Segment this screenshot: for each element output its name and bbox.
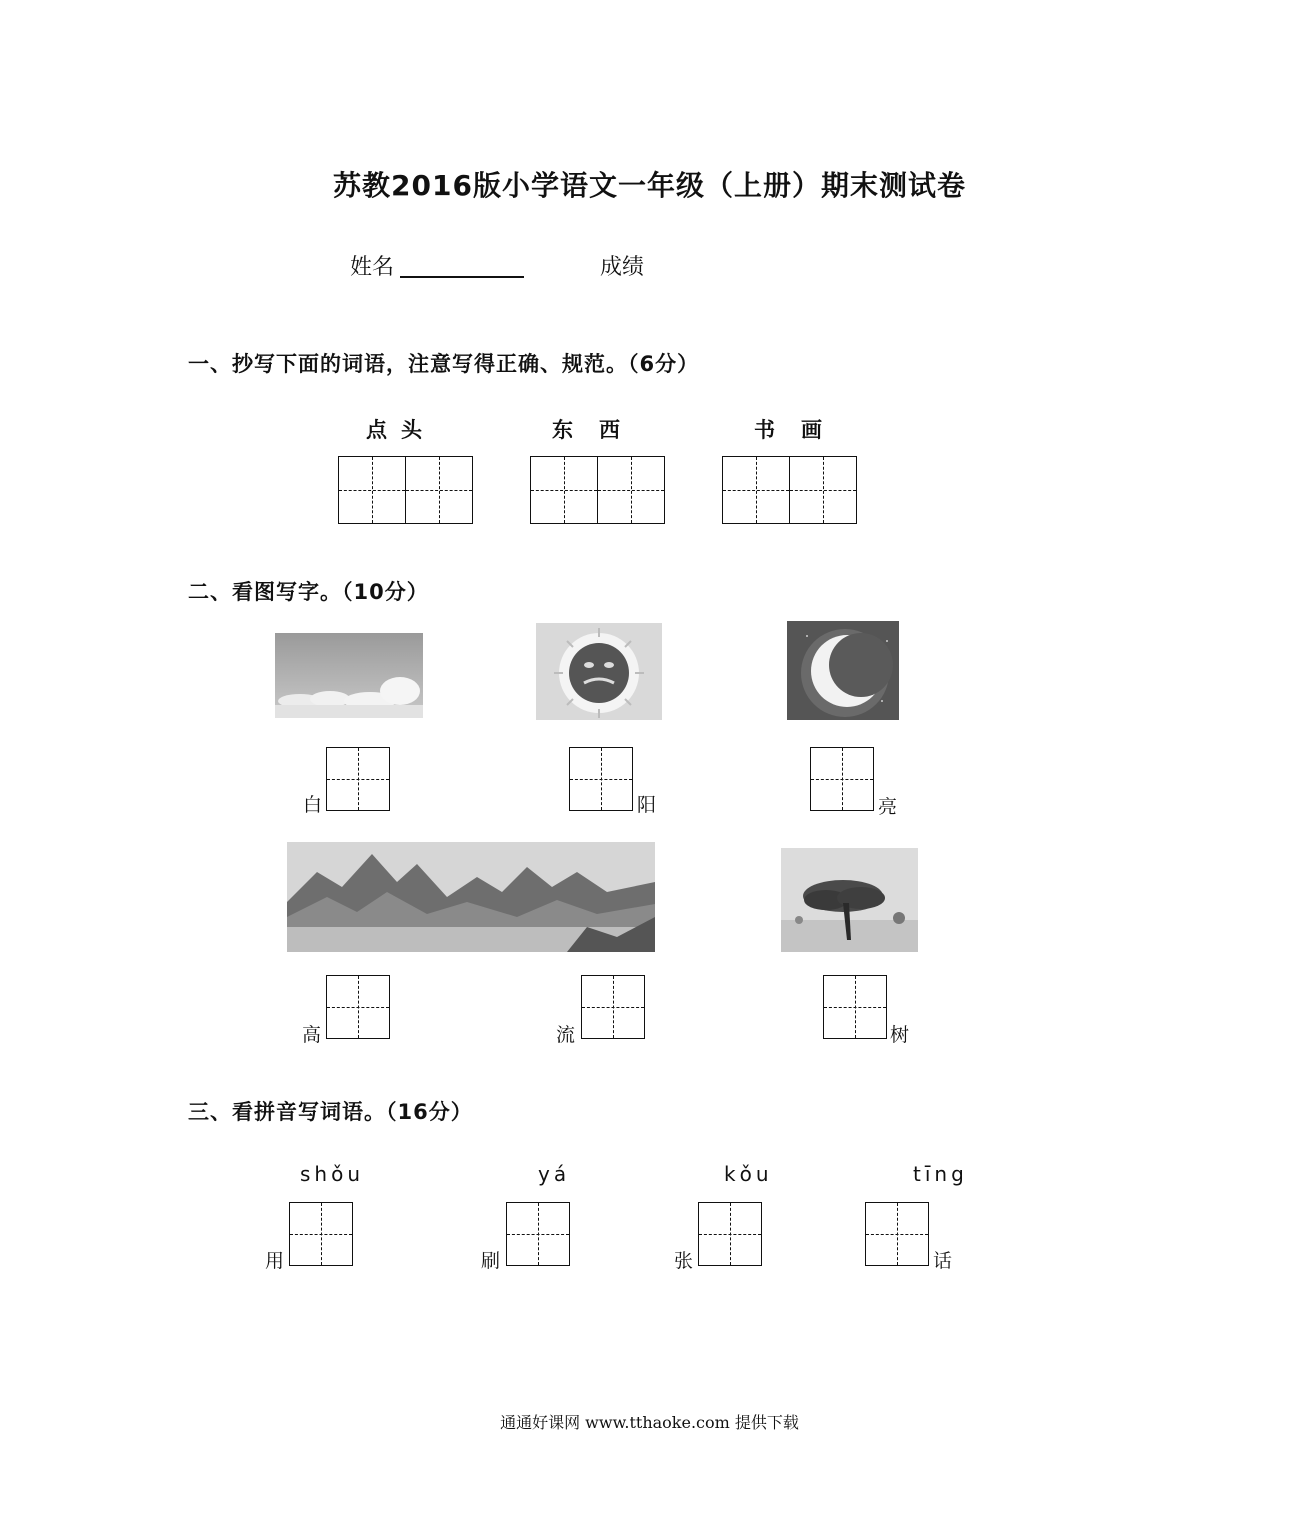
mountains-river-picture	[287, 842, 655, 952]
section3-heading: 三、看拼音写词语。（16分）	[188, 1100, 473, 1124]
hint-char: 话	[933, 1250, 953, 1272]
hint-char: 白	[303, 794, 323, 816]
writing-grid-box[interactable]	[326, 747, 390, 811]
name-blank-line[interactable]	[400, 276, 524, 278]
writing-grid-box[interactable]	[722, 456, 790, 524]
writing-grid-box[interactable]	[289, 1202, 353, 1266]
hint-char: 亮	[878, 796, 898, 818]
hint-char: 树	[890, 1024, 910, 1046]
writing-grid-box[interactable]	[530, 456, 598, 524]
moon-picture	[787, 621, 899, 720]
writing-grid-box[interactable]	[698, 1202, 762, 1266]
writing-grid-box[interactable]	[405, 456, 473, 524]
sky-clouds-picture	[275, 633, 423, 718]
writing-grid-box[interactable]	[506, 1202, 570, 1266]
writing-grid-box[interactable]	[810, 747, 874, 811]
hint-char: 高	[302, 1024, 322, 1046]
writing-grid-box[interactable]	[823, 975, 887, 1039]
pinyin-4: tīng	[913, 1162, 968, 1186]
writing-grid-box[interactable]	[326, 975, 390, 1039]
hint-char: 张	[674, 1250, 694, 1272]
section2-heading: 二、看图写字。（10分）	[188, 580, 429, 604]
hint-char: 阳	[637, 794, 657, 816]
hint-char: 用	[265, 1250, 285, 1272]
pinyin-1: shǒu	[300, 1162, 365, 1186]
writing-grid-box[interactable]	[865, 1202, 929, 1266]
footer-text: 通通好课网 www.tthaoke.com 提供下载	[500, 1413, 799, 1432]
hint-char: 刷	[481, 1250, 501, 1272]
writing-grid-box[interactable]	[338, 456, 406, 524]
writing-grid-box[interactable]	[789, 456, 857, 524]
writing-grid-box[interactable]	[597, 456, 665, 524]
tree-picture	[781, 848, 918, 952]
word-1: 点头	[366, 418, 436, 442]
pinyin-3: kǒu	[724, 1162, 773, 1186]
pinyin-2: yá	[538, 1162, 571, 1186]
writing-grid-box[interactable]	[581, 975, 645, 1039]
word-2: 东西	[552, 418, 646, 442]
hint-char: 流	[556, 1024, 576, 1046]
word-3: 书画	[754, 418, 848, 442]
name-label: 姓名	[350, 255, 395, 280]
section1-heading: 一、抄写下面的词语，注意写得正确、规范。（6分）	[188, 352, 700, 376]
page-title: 苏教2016版小学语文一年级（上册）期末测试卷	[333, 169, 966, 202]
sun-picture	[536, 623, 662, 720]
score-label: 成绩	[600, 255, 645, 280]
writing-grid-box[interactable]	[569, 747, 633, 811]
